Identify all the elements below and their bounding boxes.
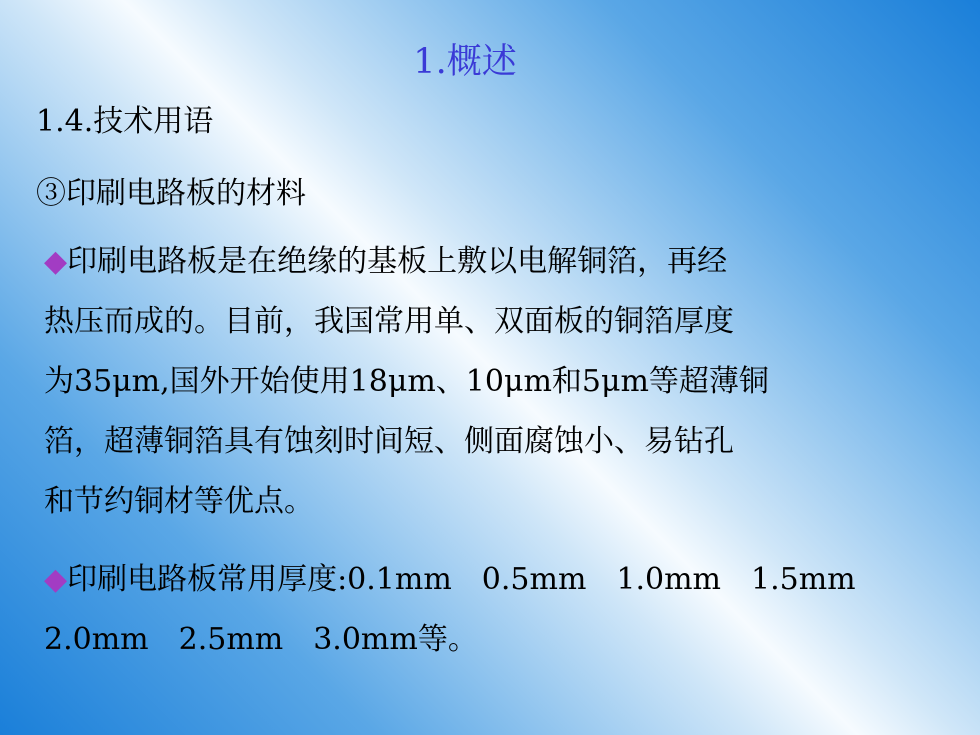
paragraph-line (44, 550, 944, 610)
line-text: 和节约铜材等优点。 (44, 484, 314, 519)
line-text: 印刷电路板常用厚度:0.1mm 0.5mm 1.0mm 1.5mm (67, 562, 856, 597)
bullet-paragraph-thickness (44, 550, 944, 670)
line-text: 热压而成的。目前，我国常用单、双面板的铜箔厚度 (44, 304, 734, 339)
subsection-heading: ③印刷电路板的材料 (36, 176, 306, 211)
line-text: 为35μm,国外开始使用18μm、10μm和5μm等超薄铜 (44, 364, 769, 399)
line-text: 2.0mm 2.5mm 3.0mm等。 (44, 622, 478, 657)
line-text: 箔，超薄铜箔具有蚀刻时间短、侧面腐蚀小、易钻孔 (44, 424, 734, 459)
paragraph-line (44, 610, 944, 670)
bullet-paragraph-materials (44, 232, 944, 532)
diamond-bullet-icon: ◆ (44, 244, 68, 279)
diamond-bullet-icon: ◆ (44, 562, 68, 597)
paragraph-line (44, 292, 944, 352)
section-heading: 1.4.技术用语 (36, 104, 214, 139)
slide-title: 1.概述 (413, 42, 517, 82)
paragraph-line (44, 352, 944, 412)
paragraph-line (44, 472, 944, 532)
paragraph-line (44, 412, 944, 472)
paragraph-line (44, 232, 944, 292)
line-text: 印刷电路板是在绝缘的基板上敷以电解铜箔，再经 (67, 244, 728, 279)
